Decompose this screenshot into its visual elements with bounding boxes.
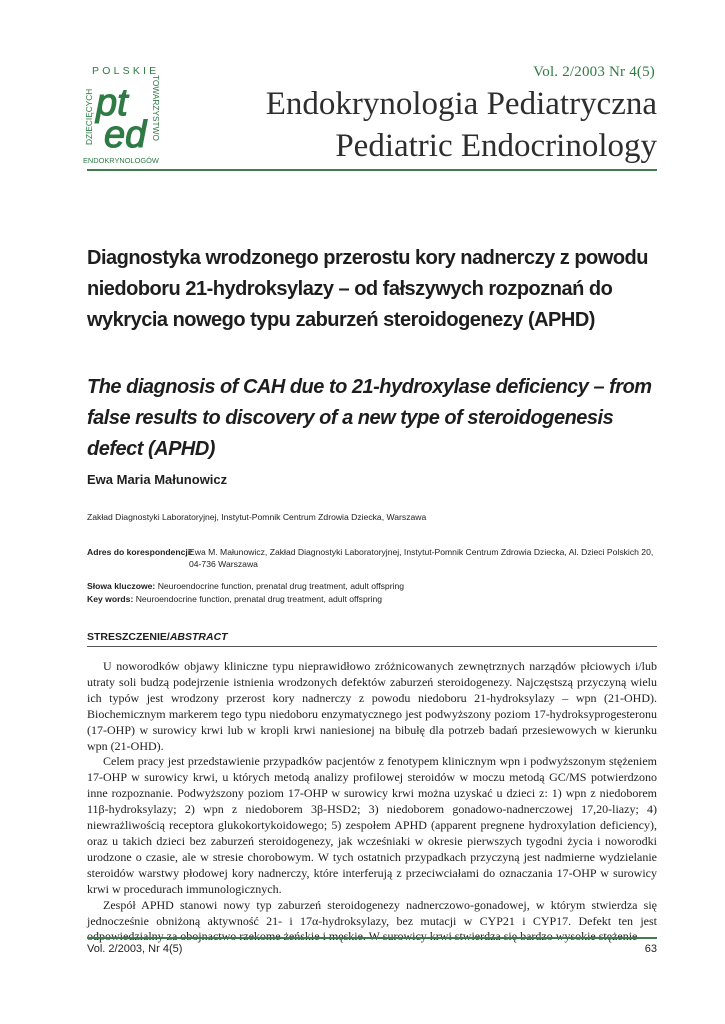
abstract-heading (87, 631, 228, 643)
logo-text-bottom: ENDOKRYNOLOGÓW (83, 156, 159, 165)
issue-volume: Vol. 2/2003 Nr 4(5) (533, 64, 655, 80)
svg-text:ed: ed (104, 114, 147, 156)
abstract-paragraph: Celem pracy jest przedstawienie przypadków pacjentów z fenotypem klinicznym wpn i podwyższonym stężeniem 17-OHP w surowicy krwi, u których metodą analizy profilowej steroidów w moczu metodą GC/MS potwierdzono inne rozpoznanie. Podwyższony poziom 17-OHP w surowicy krwi można uzyskać u dzieci z: 1) wpn z niedoborem 11β-hydroksylazy; 2) wpn z niedoborem 3β-HSD2; 3) niedoborem gonadowo-nadnerczowej 17,20-liazy; 4) niewrażliwością receptora glukokortykoidowego; 5) zespołem APHD (apparent pregnene hydroxylation deficiency), oraz u takich dzieci bez zaburzeń steroidogenezy, jak wcześniaki w okresie pierwszych tygodni życia i noworodki urodzone o czasie, ale w stresie chorobowym. W tych ostatnich przypadkach przyczyną jest nadmierne wydzielanie steroidów warstwy płodowej kory nadnerczy, które interferują z przeciwciałami do oznaczania 17-OHP w surowicy krwi w procedurach immunologicznych. (87, 754, 657, 896)
author-name: Ewa Maria Małunowicz (87, 472, 228, 487)
journal-title-en: Pediatric Endocrinology (335, 128, 657, 164)
keywords-pl-label: Słowa kluczowe: (87, 581, 156, 591)
logo-text-right: TOWARZYSTWO (151, 75, 161, 141)
header-divider (87, 169, 657, 171)
keywords-pl (87, 580, 404, 592)
affiliation: Zakład Diagnostyki Laboratoryjnej, Instytut-Pomnik Centrum Zdrowia Dziecka, Warszawa (87, 512, 427, 522)
logo-text-top: POLSKIE (92, 65, 160, 77)
abstract-divider (87, 646, 657, 647)
keywords-en (87, 593, 382, 605)
logo-monogram (95, 82, 148, 156)
logo-text-left: DZIECIĘCYCH (84, 88, 94, 145)
footer-divider (87, 937, 657, 939)
abstract-paragraph: U noworodków objawy kliniczne typu nieprawidłowo zróżnicowanych zewnętrznych narządów płciowych i/lub utraty soli budzą podejrzenie istnienia wrodzonych defektów zaburzeń steroidogenezy. Najczęstszą przyczyną wielu ich typów jest wrodzony przerost kory nadnerczy z powodu niedoboru 21-hydroksylazy – wpn (21-OHD). Biochemicznym markerem tego typu niedoboru enzymatycznego jest podwyższony poziom 17-hydroksyprogesteronu (17-OHP) w surowicy krwi lub w kropli krwi naniesionej na bibułę dla potrzeb badań przesiewowych w kierunku wpn (21-OHD). (87, 659, 657, 753)
page-number: 63 (644, 943, 657, 955)
journal-logo (82, 63, 170, 169)
correspondence-label: Adres do korespondencji: (87, 547, 194, 557)
footer-volume: Vol. 2/2003, Nr 4(5) (87, 943, 183, 955)
keywords-pl-text: Neuroendocrine function, prenatal drug treatment, adult offspring (157, 581, 405, 591)
abstract-heading-en: ABSTRACT (169, 631, 228, 643)
article-title-pl: Diagnostyka wrodzonego przerostu kory nadnerczy z powodu niedoboru 21-hydroksylazy – od fałszywych rozpoznań do wykrycia nowego typu zaburzeń steroidogenezy (APHD) (87, 247, 648, 331)
article-title-en: The diagnosis of CAH due to 21-hydroxylase deficiency – from false results to discovery of a new type of steroidogenesis defect (APHD) (87, 376, 652, 460)
abstract-body (87, 659, 657, 945)
journal-title-pl: Endokrynologia Pediatryczna (265, 86, 657, 122)
keywords-en-label: Key words: (87, 594, 134, 604)
keywords-en-text: Neuroendocrine function, prenatal drug treatment, adult offspring (135, 594, 383, 604)
abstract-paragraph: Zespół APHD stanowi nowy typ zaburzeń steroidogenezy nadnerczowo-gonadowej, w którym stwierdza się jednocześnie obniżoną aktywność 21- i 17α-hydroksylazy, bez mutacji w CYP21 i CYP17. Defekt ten jest (87, 897, 657, 928)
abstract-heading-pl: STRESZCZENIE/ (87, 631, 170, 643)
correspondence-address: Ewa M. Małunowicz, Zakład Diagnostyki Laboratoryjnej, Instytut-Pomnik Centrum Zdrowia Dziecka, Al. Dzieci Polskich 20, 04-736 Warszawa (189, 547, 654, 569)
svg-text:pt: pt (96, 82, 128, 124)
